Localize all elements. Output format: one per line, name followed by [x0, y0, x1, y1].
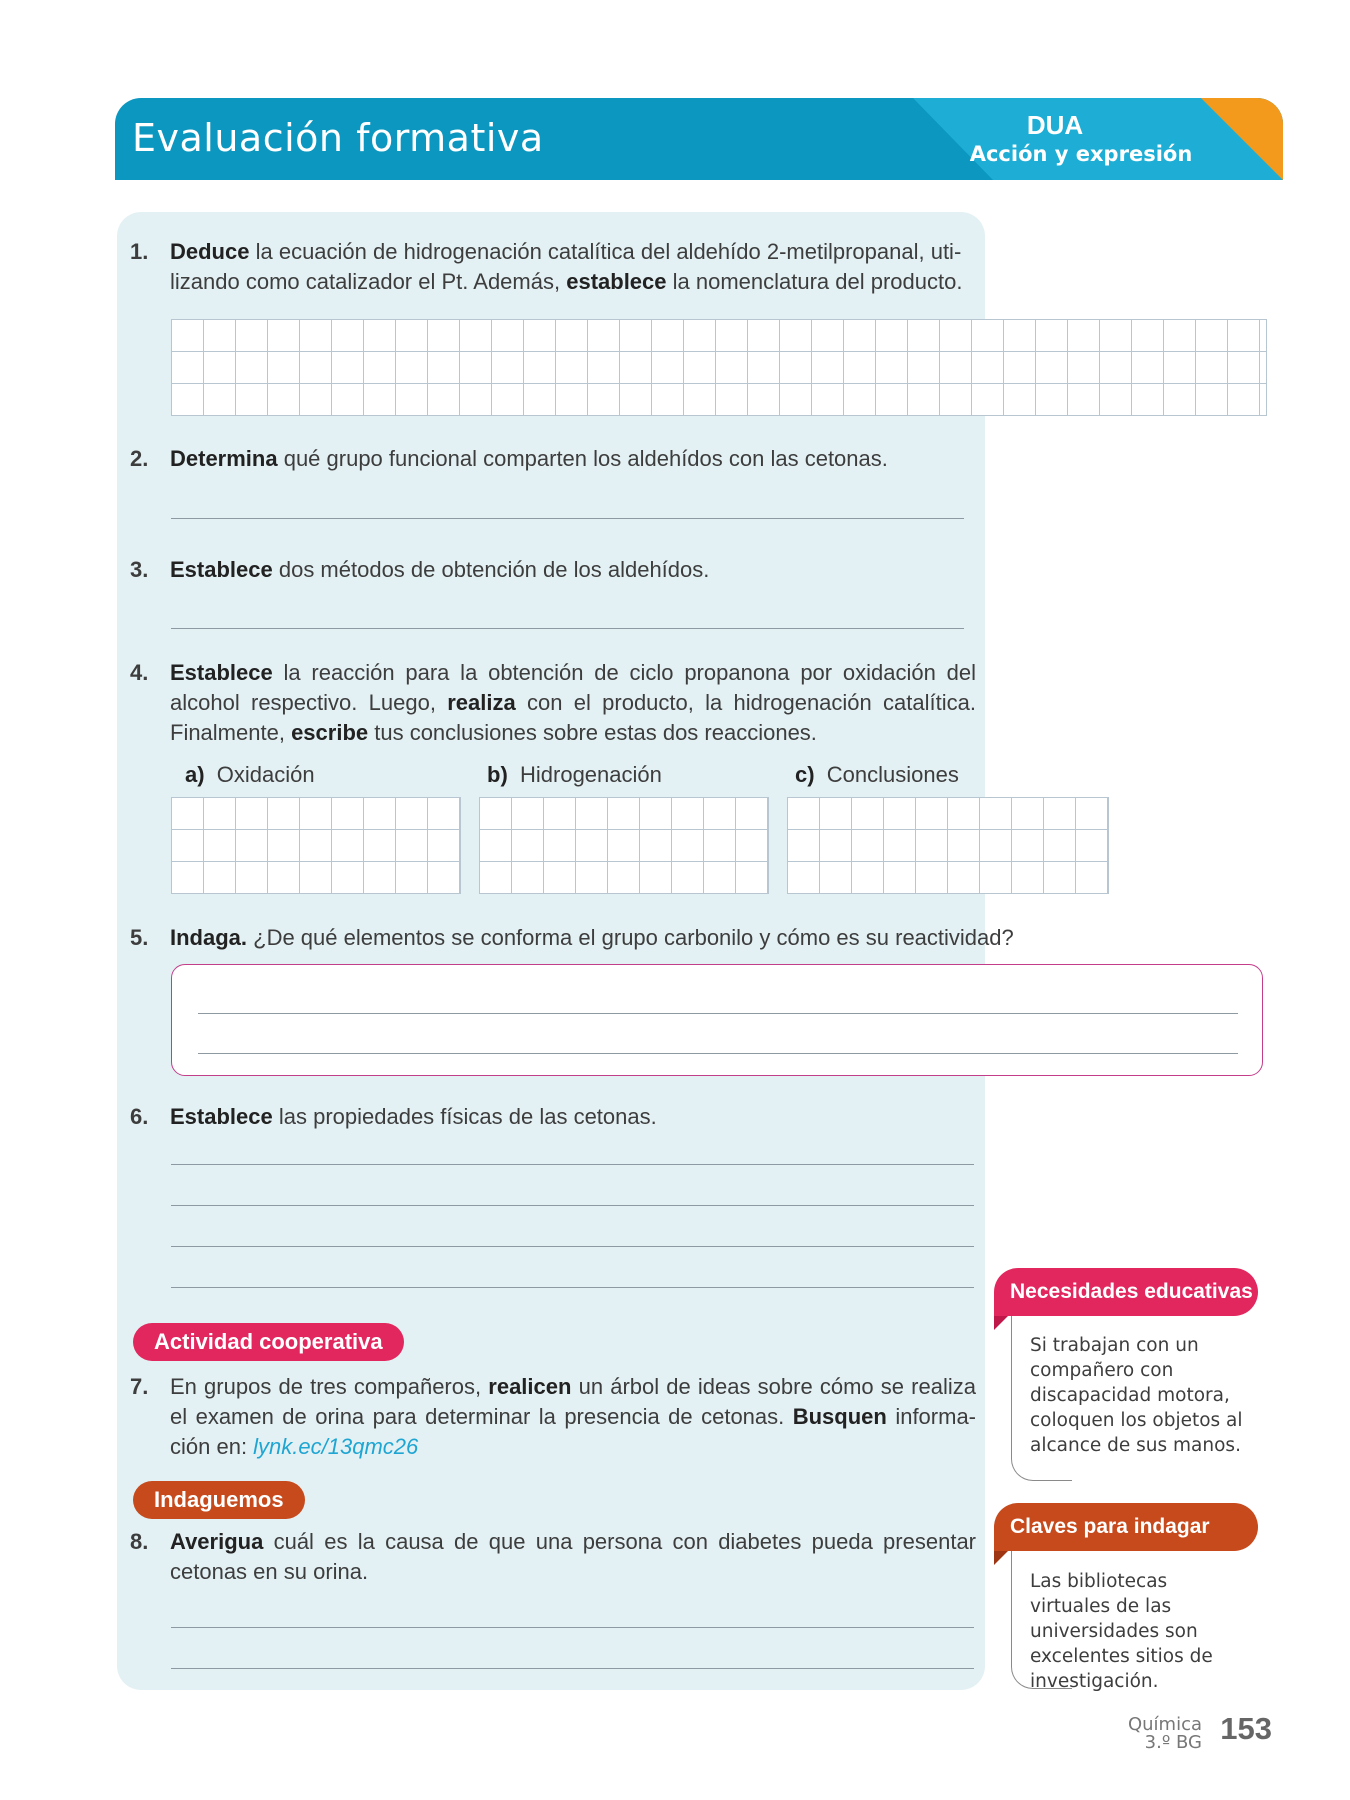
note-tab-fold	[994, 1316, 1008, 1330]
answer-line[interactable]	[171, 1627, 974, 1628]
answer-line[interactable]	[171, 1246, 974, 1247]
question-text	[170, 1527, 976, 1587]
note-tab-fold	[994, 1551, 1008, 1565]
text: cuál es la causa de que una persona con diabetes pueda presentar cetonas en su orina.	[170, 1529, 976, 1584]
page-number: 153	[1220, 1711, 1272, 1746]
answer-line[interactable]	[198, 1013, 1238, 1014]
page-title: Evaluación formativa	[132, 116, 544, 160]
question-text	[170, 1102, 980, 1132]
text: lizando como catalizador el Pt. Además,	[170, 269, 567, 294]
sub-label-a	[185, 762, 315, 788]
verb: escribe	[291, 720, 369, 745]
verb: realicen	[488, 1374, 572, 1399]
question-number: 6.	[130, 1104, 149, 1129]
header-banner	[115, 98, 1283, 180]
verb: Establece	[170, 1104, 273, 1129]
question-text	[170, 444, 980, 474]
question-number: 5.	[130, 925, 149, 950]
verb: Deduce	[170, 239, 250, 264]
answer-grid-conclusions[interactable]	[787, 797, 1109, 894]
verb: Indaga.	[170, 925, 248, 950]
question-text	[170, 1372, 976, 1462]
answer-line[interactable]	[171, 518, 964, 519]
sub-label-b	[487, 762, 662, 788]
answer-line[interactable]	[171, 628, 964, 629]
sub-letter: b)	[487, 762, 508, 787]
question-text	[170, 555, 980, 585]
question-number: 7.	[130, 1374, 149, 1399]
footer-subject	[1128, 1716, 1202, 1752]
sub-letter: c)	[795, 762, 815, 787]
answer-grid-oxidation[interactable]	[171, 797, 461, 894]
grade-label: 3.º BG	[1144, 1732, 1202, 1753]
verb: Averigua	[170, 1529, 264, 1554]
text: ¿De qué elementos se conforma el grupo carbonilo y cómo es su reactividad?	[247, 925, 1014, 950]
text: un árbol de ideas sobre cómo se realiza el examen de orina para determinar la presencia de cetonas.	[170, 1374, 976, 1429]
question-number: 2.	[130, 446, 149, 471]
text: la reacción para la obtención de ciclo propanona por oxidación del alcohol respectivo. Luego,	[170, 660, 976, 715]
question-text	[170, 658, 976, 748]
question-number: 8.	[130, 1529, 149, 1554]
dua-title: DUA	[1026, 110, 1084, 140]
verb: establece	[566, 269, 667, 294]
answer-line[interactable]	[171, 1668, 974, 1669]
question-1	[130, 237, 980, 299]
sub-text: Hidrogenación	[520, 762, 662, 787]
answer-line[interactable]	[171, 1287, 974, 1288]
verb: realiza	[447, 690, 516, 715]
question-text	[170, 237, 980, 297]
question-8	[130, 1527, 980, 1589]
answer-grid-1[interactable]	[171, 319, 1267, 416]
text: con el producto, la hidrogenación catalítica. Finalmente,	[170, 690, 976, 745]
question-text	[170, 923, 1130, 953]
text: la nomenclatura del producto.	[666, 269, 963, 294]
answer-line[interactable]	[171, 1164, 974, 1165]
answer-box-5[interactable]	[171, 964, 1263, 1076]
note-title-educational-needs: Necesidades educativas	[994, 1268, 1258, 1316]
text: En grupos de tres compañeros,	[170, 1374, 489, 1399]
question-5	[130, 923, 1130, 953]
sub-label-c	[795, 762, 959, 788]
resource-link[interactable]: lynk.ec/13qmc26	[253, 1434, 419, 1459]
activity-cooperative-badge: Actividad cooperativa	[133, 1323, 404, 1361]
dua-subtitle: Acción y expresión	[969, 142, 1193, 166]
question-2	[130, 444, 980, 474]
sub-text: Oxidación	[216, 762, 315, 787]
text: tus conclusiones sobre estas dos reacciones.	[368, 720, 817, 745]
question-6	[130, 1102, 980, 1132]
sub-text: Conclusiones	[826, 762, 959, 787]
text: qué grupo funcional comparten los aldehídos con las cetonas.	[277, 446, 888, 471]
sub-letter: a)	[185, 762, 205, 787]
answer-line[interactable]	[198, 1053, 1238, 1054]
question-number: 3.	[130, 557, 149, 582]
note-text-research-keys: Las bibliotecas virtuales de las universidades son excelentes sitios de investigación.	[1030, 1571, 1213, 1692]
verb: Establece	[170, 660, 273, 685]
text: la ecuación de hidrogenación catalítica del aldehído 2-metilpropanal, uti-	[249, 239, 962, 264]
verb: Determina	[170, 446, 278, 471]
note-title-research-keys: Claves para indagar	[994, 1503, 1258, 1551]
question-7	[130, 1372, 980, 1464]
text: las propiedades físicas de las cetonas.	[272, 1104, 657, 1129]
note-text-educational-needs: Si trabajan con un compañero con discapacidad motora, coloquen los objetos al alcance de sus manos.	[1030, 1335, 1243, 1456]
question-number: 1.	[130, 239, 149, 264]
question-4	[130, 658, 980, 750]
verb: Busquen	[792, 1404, 887, 1429]
question-3	[130, 555, 980, 585]
subject-name: Química	[1127, 1714, 1202, 1735]
answer-line[interactable]	[171, 1205, 974, 1206]
answer-grid-hydrogenation[interactable]	[479, 797, 769, 894]
text: dos métodos de obtención de los aldehídos.	[272, 557, 710, 582]
verb: Establece	[170, 557, 273, 582]
indaguemos-badge: Indaguemos	[133, 1481, 305, 1519]
text: informa-ción en:	[170, 1404, 977, 1459]
question-number: 4.	[130, 660, 149, 685]
